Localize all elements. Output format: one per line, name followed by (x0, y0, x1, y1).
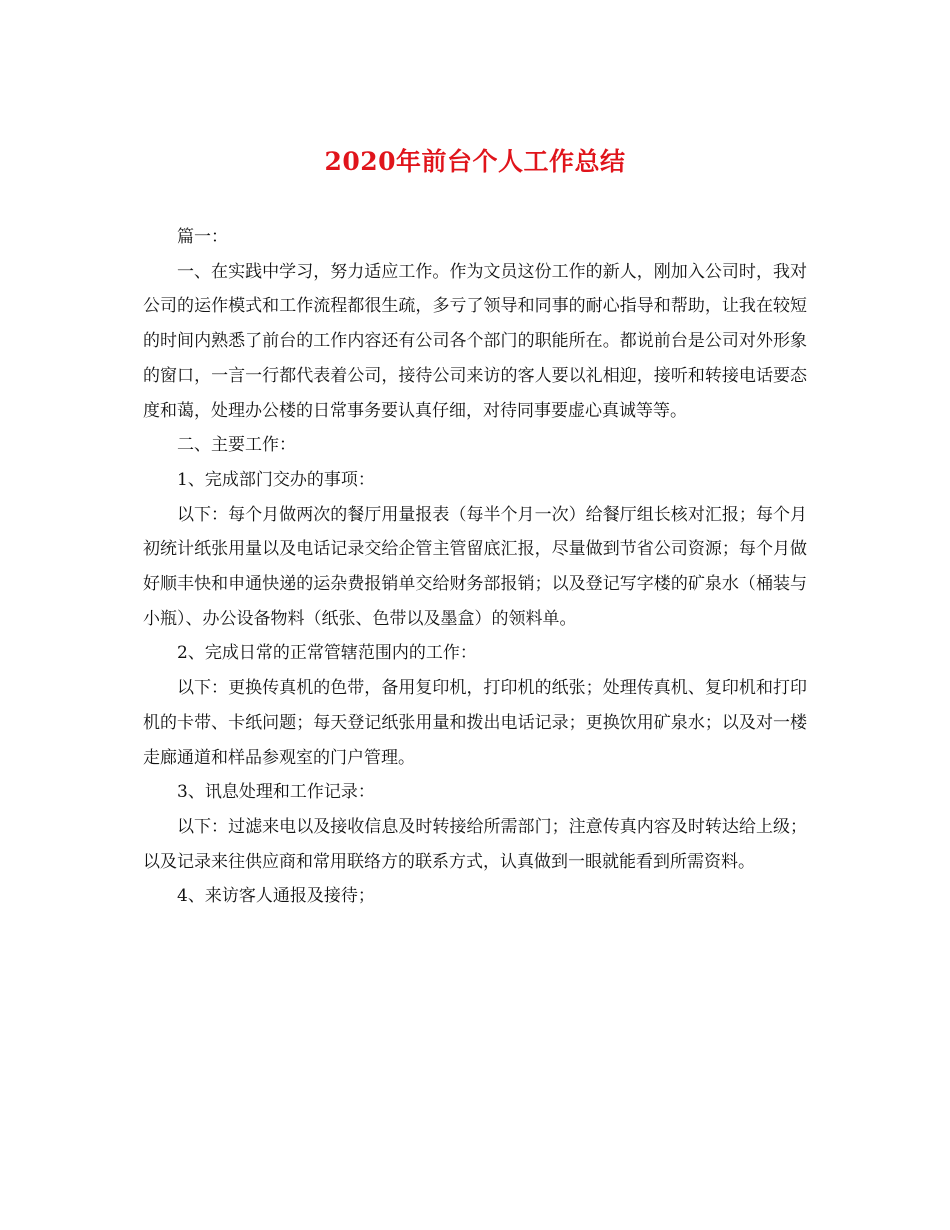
paragraph-item-3-heading: 3、讯息处理和工作记录： (177, 782, 375, 803)
document-body (143, 220, 807, 914)
paragraph-item-1-heading: 1、完成部门交办的事项： (177, 469, 375, 490)
paragraph-main-work-heading: 二、主要工作： (177, 435, 296, 456)
paragraph-learning: 一、在实践中学习，努力适应工作。作为文员这份工作的新人，刚加入公司时，我对公司的运作模式和工作流程都很生疏，多亏了领导和同事的耐心指导和帮助，让我在较短的时间内熟悉了前台的工作内容还有公司各个部门的职能所在。都说前台是公司对外形象的窗口，一言一行都代表着公司，接待公司来访的客人要以礼相迎，接听和转接电话要态度和蔼，处理办公楼的日常事务要认真仔细，对待同事要虚心真诚等等。 (143, 261, 807, 421)
paragraph-item-3-body: 以下：过滤来电以及接收信息及时转接给所需部门；注意传真内容及时转达给上级；以及记录来往供应商和常用联络方的联系方式，认真做到一眼就能看到所需资料。 (143, 816, 807, 872)
paragraph-item-2-heading: 2、完成日常的正常管辖范围内的工作： (177, 643, 477, 664)
paragraph-section-label: 篇一： (177, 227, 228, 247)
paragraph-item-1-body: 以下：每个月做两次的餐厅用量报表（每半个月一次）给餐厅组长核对汇报；每个月初统计纸张用量以及电话记录交给企管主管留底汇报，尽量做到节省公司资源；每个月做好顺丰快和申通快递的运杂费报销单交给财务部报销；以及登记写字楼的矿泉水（桶装与小瓶）、办公设备物料（纸张、色带以及墨盒）的领料单。 (143, 504, 807, 629)
paragraph-item-2-body: 以下：更换传真机的色带，备用复印机，打印机的纸张；处理传真机、复印机和打印机的卡带、卡纸问题；每天登记纸张用量和拨出电话记录；更换饮用矿泉水；以及对一楼走廊通道和样品参观室的门户管理。 (143, 678, 807, 768)
paragraph-item-4-heading: 4、来访客人通报及接待； (177, 886, 375, 907)
document-title: 2020年前台个人工作总结 (324, 147, 626, 176)
